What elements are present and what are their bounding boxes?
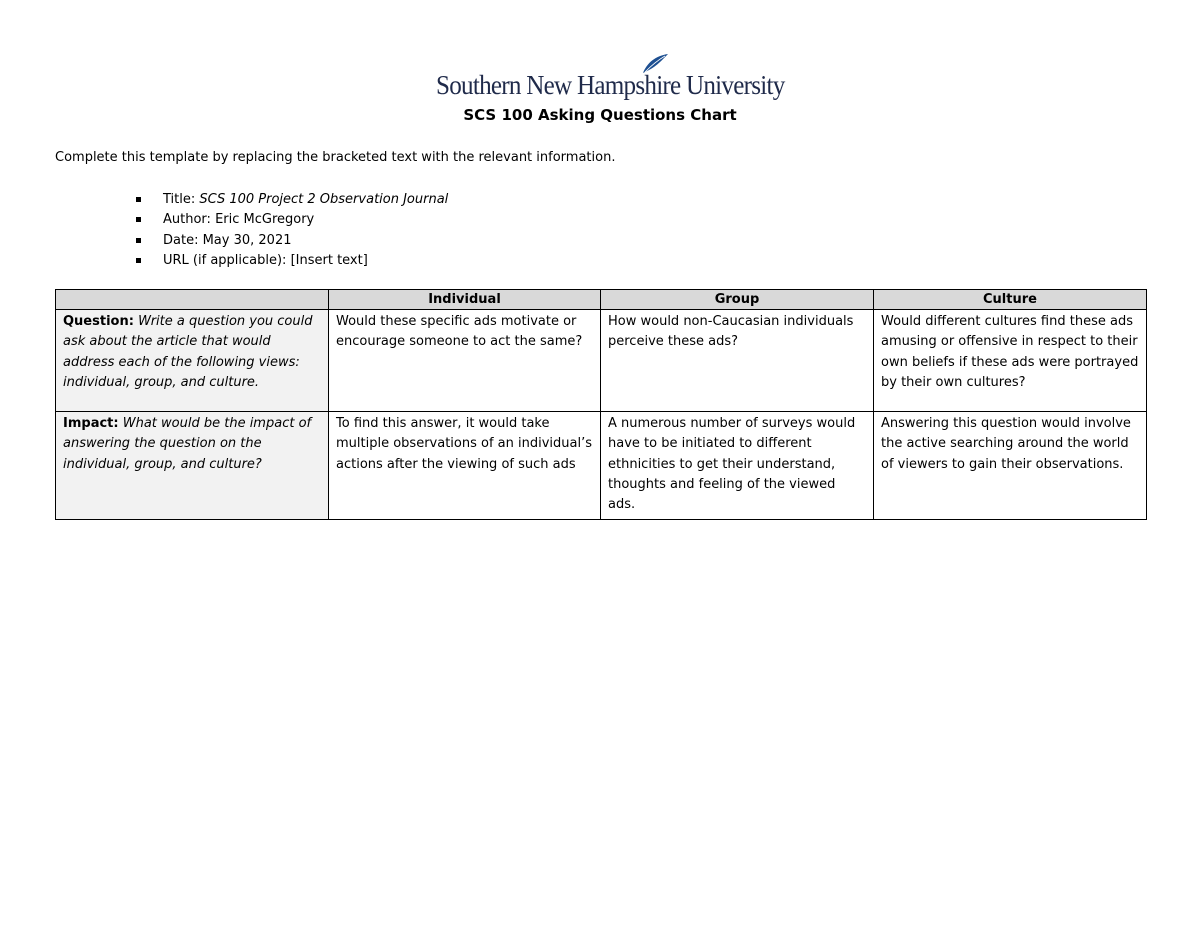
- meta-value: Eric McGregory: [215, 212, 315, 228]
- leaf-icon: [641, 53, 669, 75]
- row-header-impact: [56, 412, 329, 520]
- university-logo: [436, 62, 785, 106]
- list-item-url: [136, 251, 448, 271]
- header-cell-culture: Culture: [874, 290, 1147, 310]
- table-cell: Answering this question would involve the active searching around the world of viewers to gain their observations.: [874, 412, 1147, 520]
- page-title: SCS 100 Asking Questions Chart: [463, 106, 737, 124]
- list-item-date: [136, 231, 448, 251]
- header-cell-individual: Individual: [329, 290, 601, 310]
- header-cell-blank: [56, 290, 329, 310]
- table-cell: How would non-Caucasian individuals perceive these ads?: [601, 310, 874, 412]
- bullet-icon: [136, 258, 141, 263]
- bullet-icon: [136, 238, 141, 243]
- list-item-author: [136, 210, 448, 230]
- row-description: Write a question you could ask about the article that would address each of the following views: individual, group, and culture.: [63, 314, 313, 390]
- meta-value: [Insert text]: [290, 252, 368, 268]
- bullet-icon: [136, 197, 141, 202]
- row-header-question: [56, 310, 329, 412]
- table-row-impact: [56, 412, 1147, 520]
- meta-label: URL (if applicable):: [163, 252, 291, 268]
- bullet-icon: [136, 217, 141, 222]
- table-cell: A numerous number of surveys would have to be initiated to different ethnicities to get their understand, thoughts and feeling of the viewed ads.: [601, 412, 874, 520]
- table-cell: To find this answer, it would take multiple observations of an individual’s actions after the viewing of such ads: [329, 412, 601, 520]
- meta-label: Author:: [163, 212, 216, 228]
- meta-label: Title:: [163, 192, 200, 207]
- logo-wordmark: Southern New Hampshire University: [436, 70, 785, 100]
- table-cell: Would these specific ads motivate or encourage someone to act the same?: [329, 310, 601, 412]
- instruction-text: Complete this template by replacing the bracketed text with the relevant information.: [55, 150, 616, 165]
- header-cell-group: Group: [601, 290, 874, 310]
- row-description: What would be the impact of answering the question on the individual, group, and culture?: [63, 416, 312, 472]
- table-row-question: [56, 310, 1147, 412]
- meta-label: Date:: [163, 232, 203, 248]
- metadata-list: [136, 190, 448, 271]
- row-label: Question:: [63, 314, 134, 329]
- meta-value: May 30, 2021: [202, 232, 292, 248]
- row-label: Impact:: [63, 416, 119, 431]
- table-cell: Would different cultures find these ads amusing or offensive in respect to their own beliefs if these ads were portrayed by their own cultures?: [874, 310, 1147, 412]
- list-item-title: [136, 190, 448, 210]
- questions-chart-table: [55, 289, 1147, 520]
- meta-value: SCS 100 Project 2 Observation Journal: [199, 192, 449, 207]
- table-header-row: [56, 290, 1147, 310]
